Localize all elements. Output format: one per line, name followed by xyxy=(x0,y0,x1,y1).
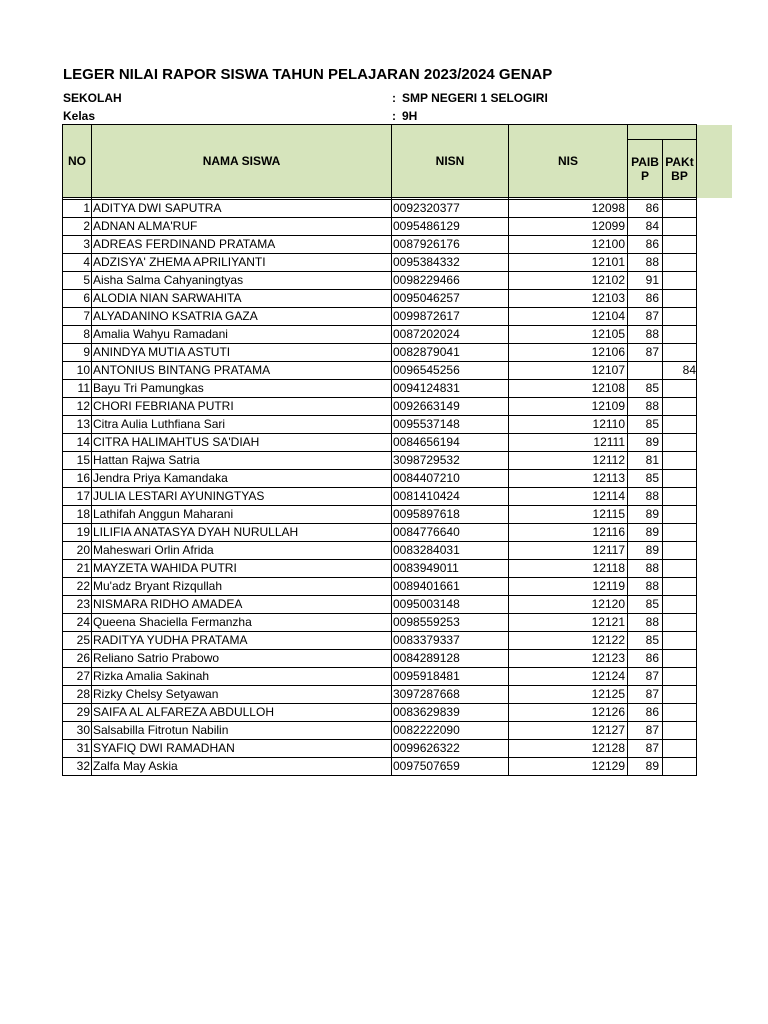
cell-nama-siswa: ADNAN ALMA'RUF xyxy=(92,218,392,236)
cell-nis: 12103 xyxy=(509,290,628,308)
cell-paktbp xyxy=(663,290,697,308)
cell-nama-siswa: Jendra Priya Kamandaka xyxy=(92,470,392,488)
cell-nama-siswa: ANINDYA MUTIA ASTUTI xyxy=(92,344,392,362)
table-row xyxy=(63,380,697,398)
cell-no: 22 xyxy=(63,578,92,596)
cell-nisn: 0095046257 xyxy=(392,290,509,308)
cell-nama-siswa: Mu'adz Bryant Rizqullah xyxy=(92,578,392,596)
cell-paktbp xyxy=(663,758,697,776)
cell-nama-siswa: Queena Shaciella Fermanzha xyxy=(92,614,392,632)
table-row xyxy=(63,650,697,668)
cell-nama-siswa: CHORI FEBRIANA PUTRI xyxy=(92,398,392,416)
table-row xyxy=(63,452,697,470)
cell-paktbp xyxy=(663,434,697,452)
cell-no: 27 xyxy=(63,668,92,686)
cell-no: 18 xyxy=(63,506,92,524)
table-row xyxy=(63,200,697,218)
cell-nisn: 0095537148 xyxy=(392,416,509,434)
cell-no: 6 xyxy=(63,290,92,308)
cell-paibp: 86 xyxy=(628,650,663,668)
cell-nis: 12117 xyxy=(509,542,628,560)
cell-nisn: 0098229466 xyxy=(392,272,509,290)
cell-nisn: 0083379337 xyxy=(392,632,509,650)
table-row xyxy=(63,236,697,254)
table-row xyxy=(63,542,697,560)
cell-paibp: 85 xyxy=(628,596,663,614)
cell-nama-siswa: ADZISYA' ZHEMA APRILIYANTI xyxy=(92,254,392,272)
cell-paibp: 85 xyxy=(628,416,663,434)
cell-nisn: 0089401661 xyxy=(392,578,509,596)
cell-nama-siswa: SAIFA AL ALFAREZA ABDULLOH xyxy=(92,704,392,722)
cell-no: 20 xyxy=(63,542,92,560)
cell-paktbp xyxy=(663,344,697,362)
cell-paibp: 84 xyxy=(628,218,663,236)
cell-nisn: 0098559253 xyxy=(392,614,509,632)
cell-nis: 12122 xyxy=(509,632,628,650)
cell-paktbp xyxy=(663,596,697,614)
cell-nama-siswa: Rizky Chelsy Setyawan xyxy=(92,686,392,704)
cell-nama-siswa: ADREAS FERDINAND PRATAMA xyxy=(92,236,392,254)
table-row xyxy=(63,524,697,542)
cell-paktbp xyxy=(663,380,697,398)
cell-nama-siswa: RADITYA YUDHA PRATAMA xyxy=(92,632,392,650)
cell-nama-siswa: Salsabilla Fitrotun Nabilin xyxy=(92,722,392,740)
header-paibp-line1: PAIB xyxy=(631,154,659,169)
cell-nis: 12102 xyxy=(509,272,628,290)
cell-nama-siswa: Reliano Satrio Prabowo xyxy=(92,650,392,668)
cell-paibp: 91 xyxy=(628,272,663,290)
class-colon: : xyxy=(392,109,396,123)
cell-nis: 12114 xyxy=(509,488,628,506)
cell-nis: 12109 xyxy=(509,398,628,416)
cell-no: 17 xyxy=(63,488,92,506)
table-row xyxy=(63,326,697,344)
cell-paibp: 89 xyxy=(628,524,663,542)
cell-nisn: 0092320377 xyxy=(392,200,509,218)
cell-paibp: 87 xyxy=(628,308,663,326)
header-nisn: NISN xyxy=(392,125,509,198)
cell-nis: 12120 xyxy=(509,596,628,614)
cell-nisn: 0094124831 xyxy=(392,380,509,398)
cell-no: 29 xyxy=(63,704,92,722)
header-row xyxy=(63,125,697,140)
cell-nisn: 0082879041 xyxy=(392,344,509,362)
cell-no: 26 xyxy=(63,650,92,668)
header-nis: NIS xyxy=(509,125,628,198)
table-row xyxy=(63,362,697,380)
cell-nisn: 0082222090 xyxy=(392,722,509,740)
cell-nis: 12111 xyxy=(509,434,628,452)
table-body xyxy=(63,198,697,776)
cell-no: 28 xyxy=(63,686,92,704)
cell-no: 24 xyxy=(63,614,92,632)
cell-no: 13 xyxy=(63,416,92,434)
header-nama-siswa: NAMA SISWA xyxy=(92,125,392,198)
cell-nis: 12116 xyxy=(509,524,628,542)
cell-no: 4 xyxy=(63,254,92,272)
cell-paktbp xyxy=(663,506,697,524)
cell-no: 21 xyxy=(63,560,92,578)
cell-paibp: 85 xyxy=(628,380,663,398)
cell-nis: 12124 xyxy=(509,668,628,686)
table-row xyxy=(63,596,697,614)
cell-paibp: 89 xyxy=(628,758,663,776)
table-row xyxy=(63,398,697,416)
cell-nama-siswa: JULIA LESTARI AYUNINGTYAS xyxy=(92,488,392,506)
cell-nisn: 0095003148 xyxy=(392,596,509,614)
cell-no: 23 xyxy=(63,596,92,614)
cell-paibp: 86 xyxy=(628,200,663,218)
cell-paktbp xyxy=(663,470,697,488)
header-fill-extension xyxy=(697,125,732,198)
cell-nama-siswa: Amalia Wahyu Ramadani xyxy=(92,326,392,344)
cell-paibp: 87 xyxy=(628,344,663,362)
cell-paktbp xyxy=(663,326,697,344)
cell-paktbp xyxy=(663,578,697,596)
cell-no: 19 xyxy=(63,524,92,542)
cell-no: 1 xyxy=(63,200,92,218)
cell-nis: 12121 xyxy=(509,614,628,632)
cell-paibp: 86 xyxy=(628,290,663,308)
cell-paktbp xyxy=(663,272,697,290)
cell-paktbp xyxy=(663,686,697,704)
cell-nis: 12107 xyxy=(509,362,628,380)
table-row xyxy=(63,704,697,722)
table-row xyxy=(63,416,697,434)
table-row xyxy=(63,614,697,632)
cell-nisn: 0099626322 xyxy=(392,740,509,758)
header-paibp xyxy=(628,140,663,198)
cell-paktbp xyxy=(663,398,697,416)
cell-nisn: 0083629839 xyxy=(392,704,509,722)
cell-nama-siswa: Aisha Salma Cahyaningtyas xyxy=(92,272,392,290)
cell-nisn: 0084289128 xyxy=(392,650,509,668)
cell-paibp: 87 xyxy=(628,686,663,704)
cell-paibp xyxy=(628,362,663,380)
cell-nisn: 0096545256 xyxy=(392,362,509,380)
cell-nisn: 0095918481 xyxy=(392,668,509,686)
cell-nisn: 0092663149 xyxy=(392,398,509,416)
cell-nis: 12108 xyxy=(509,380,628,398)
table-row xyxy=(63,740,697,758)
header-paibp-line2: P xyxy=(640,168,649,183)
cell-nis: 12125 xyxy=(509,686,628,704)
cell-paibp: 88 xyxy=(628,254,663,272)
cell-nis: 12119 xyxy=(509,578,628,596)
cell-nis: 12127 xyxy=(509,722,628,740)
cell-nisn: 0097507659 xyxy=(392,758,509,776)
table-row xyxy=(63,254,697,272)
cell-nisn: 0087202024 xyxy=(392,326,509,344)
cell-nama-siswa: ADITYA DWI SAPUTRA xyxy=(92,200,392,218)
cell-nisn: 0084407210 xyxy=(392,470,509,488)
cell-nisn: 0083284031 xyxy=(392,542,509,560)
cell-nis: 12128 xyxy=(509,740,628,758)
cell-paibp: 87 xyxy=(628,722,663,740)
cell-paibp: 85 xyxy=(628,470,663,488)
cell-nis: 12113 xyxy=(509,470,628,488)
cell-no: 3 xyxy=(63,236,92,254)
cell-no: 9 xyxy=(63,344,92,362)
cell-nis: 12105 xyxy=(509,326,628,344)
cell-nama-siswa: Bayu Tri Pamungkas xyxy=(92,380,392,398)
cell-paktbp xyxy=(663,560,697,578)
cell-paibp: 85 xyxy=(628,632,663,650)
header-paktbp xyxy=(663,140,697,198)
cell-no: 12 xyxy=(63,398,92,416)
cell-paktbp xyxy=(663,614,697,632)
cell-nis: 12115 xyxy=(509,506,628,524)
cell-nis: 12129 xyxy=(509,758,628,776)
header-subject-group xyxy=(628,125,697,140)
cell-nama-siswa: NISMARA RIDHO AMADEA xyxy=(92,596,392,614)
cell-no: 14 xyxy=(63,434,92,452)
cell-nama-siswa: Zalfa May Askia xyxy=(92,758,392,776)
class-value: 9H xyxy=(402,109,418,123)
cell-no: 8 xyxy=(63,326,92,344)
cell-paibp: 89 xyxy=(628,434,663,452)
table-row xyxy=(63,308,697,326)
cell-nisn: 0099872617 xyxy=(392,308,509,326)
table-row xyxy=(63,290,697,308)
cell-no: 32 xyxy=(63,758,92,776)
table-row xyxy=(63,218,697,236)
cell-paktbp xyxy=(663,632,697,650)
cell-no: 31 xyxy=(63,740,92,758)
table-row xyxy=(63,668,697,686)
cell-nama-siswa: Maheswari Orlin Afrida xyxy=(92,542,392,560)
cell-paktbp xyxy=(663,668,697,686)
cell-paktbp xyxy=(663,308,697,326)
cell-nama-siswa: Rizka Amalia Sakinah xyxy=(92,668,392,686)
cell-nisn: 3098729532 xyxy=(392,452,509,470)
cell-no: 5 xyxy=(63,272,92,290)
cell-paktbp xyxy=(663,218,697,236)
cell-paktbp xyxy=(663,740,697,758)
cell-paktbp xyxy=(663,452,697,470)
cell-nisn: 0083949011 xyxy=(392,560,509,578)
cell-nis: 12100 xyxy=(509,236,628,254)
cell-paktbp xyxy=(663,236,697,254)
cell-no: 11 xyxy=(63,380,92,398)
cell-nis: 12106 xyxy=(509,344,628,362)
table-row xyxy=(63,434,697,452)
table-row xyxy=(63,560,697,578)
cell-no: 15 xyxy=(63,452,92,470)
cell-paibp: 89 xyxy=(628,542,663,560)
school-colon: : xyxy=(392,91,396,105)
cell-no: 10 xyxy=(63,362,92,380)
cell-paktbp xyxy=(663,200,697,218)
cell-nis: 12101 xyxy=(509,254,628,272)
cell-nis: 12104 xyxy=(509,308,628,326)
table-row xyxy=(63,488,697,506)
cell-paibp: 81 xyxy=(628,452,663,470)
cell-paktbp xyxy=(663,704,697,722)
cell-nisn: 0084656194 xyxy=(392,434,509,452)
cell-nisn: 0095897618 xyxy=(392,506,509,524)
cell-nis: 12123 xyxy=(509,650,628,668)
cell-nisn: 0095384332 xyxy=(392,254,509,272)
table-row xyxy=(63,578,697,596)
cell-paibp: 88 xyxy=(628,398,663,416)
cell-paibp: 87 xyxy=(628,668,663,686)
cell-no: 2 xyxy=(63,218,92,236)
cell-paibp: 86 xyxy=(628,704,663,722)
cell-paktbp xyxy=(663,524,697,542)
cell-nis: 12112 xyxy=(509,452,628,470)
cell-nis: 12098 xyxy=(509,200,628,218)
table-row xyxy=(63,632,697,650)
table-row xyxy=(63,686,697,704)
cell-nama-siswa: CITRA HALIMAHTUS SA'DIAH xyxy=(92,434,392,452)
cell-nisn: 3097287668 xyxy=(392,686,509,704)
cell-paibp: 88 xyxy=(628,488,663,506)
table-row xyxy=(63,470,697,488)
cell-nama-siswa: ALYADANINO KSATRIA GAZA xyxy=(92,308,392,326)
cell-nis: 12110 xyxy=(509,416,628,434)
cell-nis: 12126 xyxy=(509,704,628,722)
school-value: SMP NEGERI 1 SELOGIRI xyxy=(402,91,548,105)
cell-nama-siswa: LILIFIA ANATASYA DYAH NURULLAH xyxy=(92,524,392,542)
cell-paibp: 89 xyxy=(628,506,663,524)
school-label: SEKOLAH xyxy=(63,91,122,105)
cell-nisn: 0081410424 xyxy=(392,488,509,506)
cell-no: 16 xyxy=(63,470,92,488)
header-paktbp-line2: BP xyxy=(671,168,688,183)
cell-nama-siswa: Citra Aulia Luthfiana Sari xyxy=(92,416,392,434)
cell-nama-siswa: ANTONIUS BINTANG PRATAMA xyxy=(92,362,392,380)
cell-nama-siswa: SYAFIQ DWI RAMADHAN xyxy=(92,740,392,758)
cell-nis: 12099 xyxy=(509,218,628,236)
cell-paktbp xyxy=(663,488,697,506)
cell-paktbp xyxy=(663,542,697,560)
page-title: LEGER NILAI RAPOR SISWA TAHUN PELAJARAN 2023/2024 GENAP xyxy=(63,66,553,83)
cell-paktbp xyxy=(663,416,697,434)
table-row xyxy=(63,506,697,524)
cell-no: 25 xyxy=(63,632,92,650)
cell-nama-siswa: MAYZETA WAHIDA PUTRI xyxy=(92,560,392,578)
table-row xyxy=(63,758,697,776)
cell-no: 30 xyxy=(63,722,92,740)
cell-nisn: 0084776640 xyxy=(392,524,509,542)
cell-paibp: 87 xyxy=(628,740,663,758)
cell-nisn: 0095486129 xyxy=(392,218,509,236)
cell-paktbp: 84 xyxy=(663,362,697,380)
cell-paibp: 88 xyxy=(628,578,663,596)
cell-nis: 12118 xyxy=(509,560,628,578)
header-paktbp-line1: PAKt xyxy=(665,154,694,169)
cell-paibp: 88 xyxy=(628,326,663,344)
table-row xyxy=(63,344,697,362)
table-row xyxy=(63,722,697,740)
cell-paibp: 88 xyxy=(628,614,663,632)
cell-paktbp xyxy=(663,650,697,668)
cell-nama-siswa: Hattan Rajwa Satria xyxy=(92,452,392,470)
cell-paibp: 88 xyxy=(628,560,663,578)
grades-table xyxy=(62,124,697,776)
header-no: NO xyxy=(63,125,92,198)
cell-paktbp xyxy=(663,254,697,272)
class-label: Kelas xyxy=(63,109,96,123)
cell-nisn: 0087926176 xyxy=(392,236,509,254)
cell-no: 7 xyxy=(63,308,92,326)
cell-nama-siswa: ALODIA NIAN SARWAHITA xyxy=(92,290,392,308)
table-row xyxy=(63,272,697,290)
cell-paktbp xyxy=(663,722,697,740)
cell-nama-siswa: Lathifah Anggun Maharani xyxy=(92,506,392,524)
cell-paibp: 86 xyxy=(628,236,663,254)
